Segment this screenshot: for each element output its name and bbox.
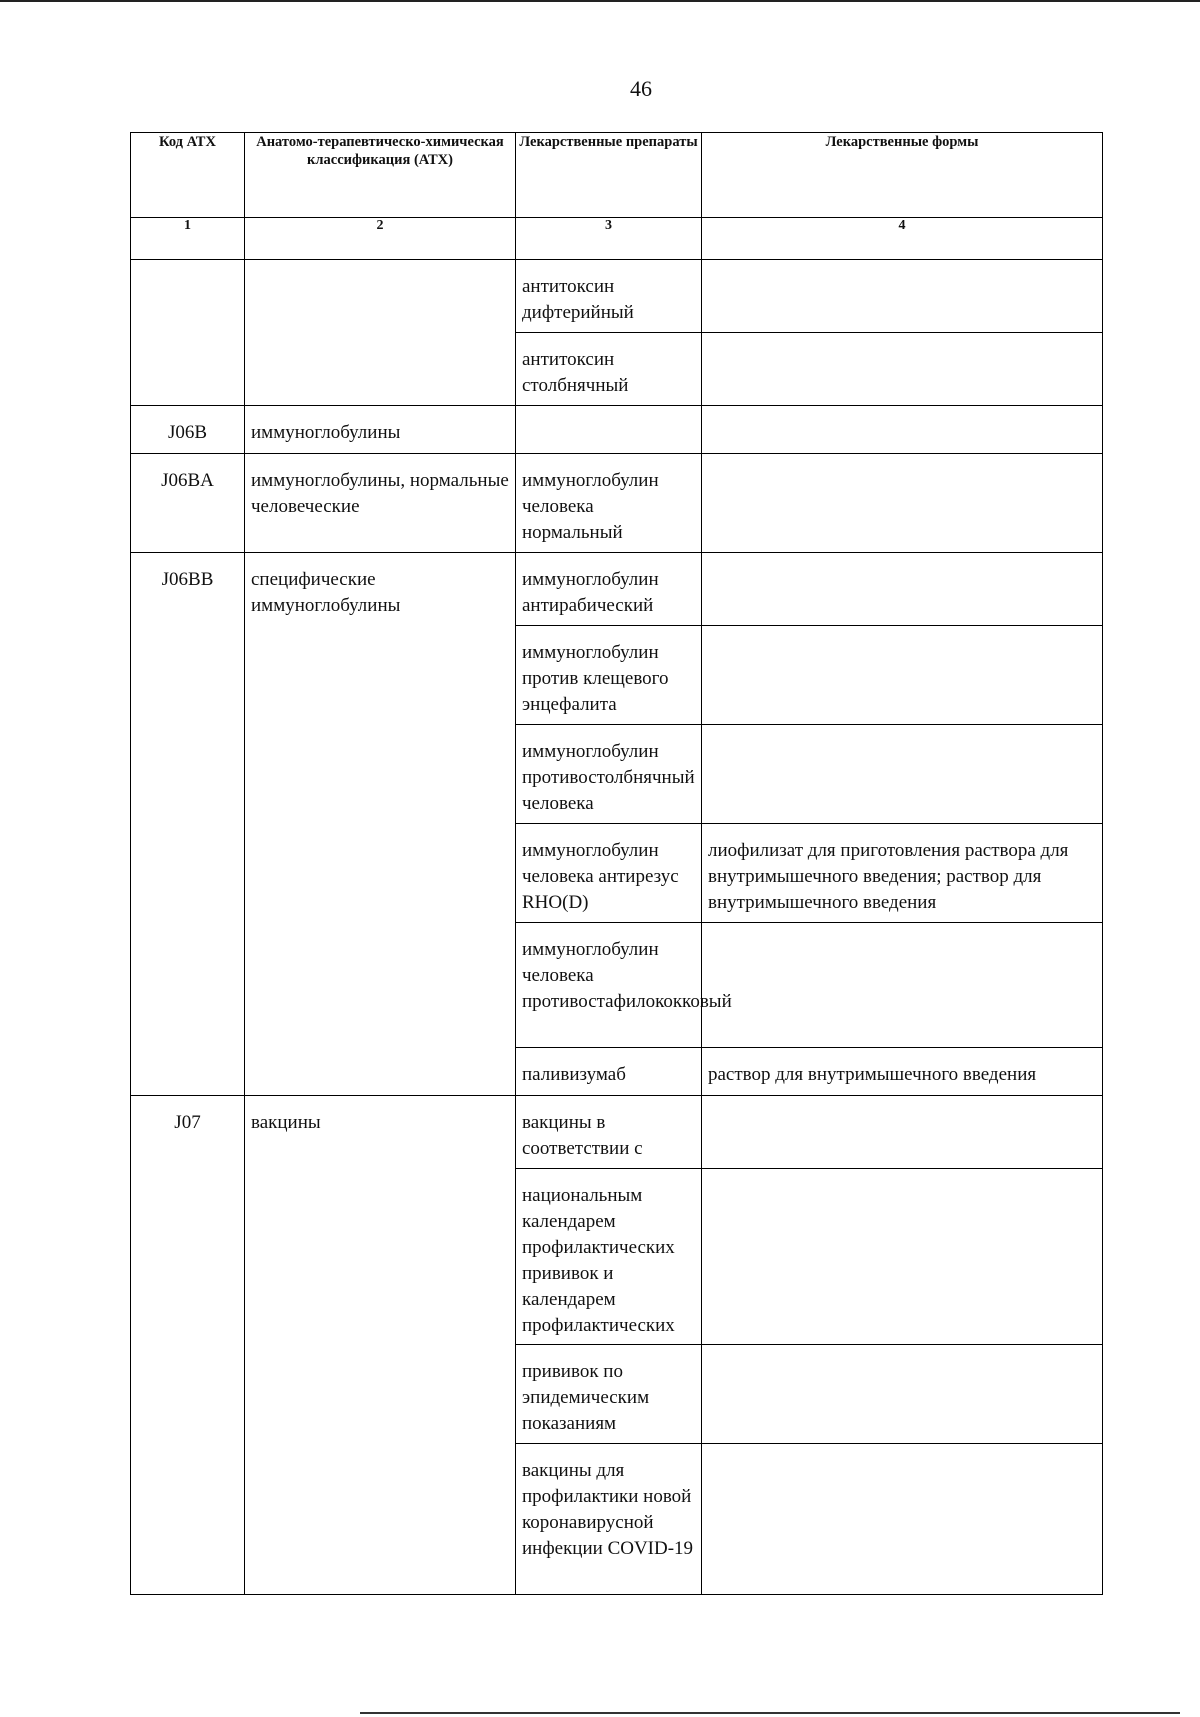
drug-name: национальным календарем профилактических прививок и календарем профилактических: [522, 1185, 675, 1336]
col-number-1: 1: [131, 218, 245, 260]
code-cell-empty: [131, 260, 245, 406]
form-cell-empty: [702, 1444, 1103, 1595]
drug-name: иммуноглобулин человека антирезус RHO(D): [522, 840, 679, 913]
atx-table: [130, 132, 1103, 1595]
drug-antitoxin-diphtheria: антитоксин дифтерийный: [522, 276, 634, 323]
header-drugs: Лекарственные препараты: [516, 133, 702, 218]
dosage-form: лиофилизат для приготовления раствора для внутримышечного введения; раствор для внутримышечного введения: [708, 840, 1069, 913]
header-classification: Анатомо-терапевтическо-химическая классификация (АТХ): [245, 133, 516, 218]
form-cell-empty: [702, 333, 1103, 406]
atx-code: J07: [174, 1112, 201, 1133]
classification-cell-empty: [245, 260, 516, 406]
form-cell-empty: [702, 260, 1103, 333]
table-row: [131, 454, 1103, 553]
form-cell-empty: [702, 923, 1103, 1048]
table-row: [131, 553, 1103, 626]
form-cell-empty: [702, 1096, 1103, 1169]
drug-name: иммуноглобулин противостолбнячный человека: [522, 741, 695, 814]
col-number-2: 2: [245, 218, 516, 260]
form-cell-empty: [702, 626, 1103, 725]
table-header-row: [131, 133, 1103, 218]
form-cell-empty: [702, 406, 1103, 454]
drug-name: вакцины в соответствии с: [522, 1112, 643, 1159]
drug-name: иммуноглобулин против клещевого энцефалита: [522, 642, 669, 715]
page-number: 46: [630, 76, 652, 101]
atx-name: специфические иммуноглобулины: [251, 569, 401, 616]
atx-code: J06B: [167, 422, 208, 443]
atx-code: J06BA: [161, 470, 214, 491]
top-scan-line: [0, 0, 1200, 2]
drug-cell-empty: [516, 406, 702, 454]
form-cell-empty: [702, 454, 1103, 553]
table-row: [131, 1096, 1103, 1169]
drug-name: паливизумаб: [522, 1064, 626, 1085]
column-number-row: [131, 218, 1103, 260]
form-cell-empty: [702, 553, 1103, 626]
form-cell-empty: [702, 725, 1103, 824]
atx-name: иммуноглобулины: [251, 422, 401, 443]
drug-name: прививок по эпидемическим показаниям: [522, 1361, 650, 1434]
header-code: Код АТХ: [131, 133, 245, 218]
form-cell-empty: [702, 1345, 1103, 1444]
atx-name: вакцины: [251, 1112, 321, 1133]
drug-antitoxin-tetanus: антитоксин столбнячный: [522, 349, 629, 396]
atx-name: иммуноглобулины, нормальные человеческие: [251, 470, 509, 517]
drug-name: иммуноглобулин человека противостафилококковый: [522, 939, 732, 1012]
col-number-3: 3: [516, 218, 702, 260]
drug-name: иммуноглобулин человека нормальный: [522, 470, 659, 543]
table-row: [131, 260, 1103, 333]
form-cell-empty: [702, 1169, 1103, 1345]
table-row: [131, 406, 1103, 454]
bottom-scan-line: [360, 1712, 1180, 1714]
drug-name: вакцины для профилактики новой коронавирусной инфекции COVID-19: [522, 1460, 694, 1559]
dosage-form: раствор для внутримышечного введения: [708, 1064, 1037, 1085]
col-number-4: 4: [702, 218, 1103, 260]
drug-name: иммуноглобулин антирабический: [522, 569, 659, 616]
atx-code: J06BB: [161, 569, 214, 590]
header-forms: Лекарственные формы: [702, 133, 1103, 218]
